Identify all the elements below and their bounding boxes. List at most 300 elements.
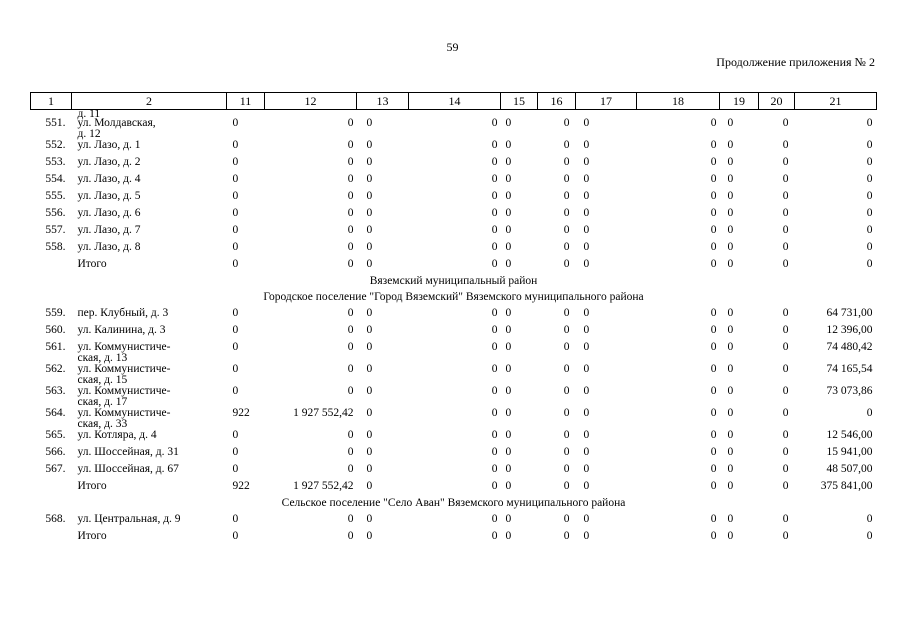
table-cell: 0: [347, 156, 354, 168]
table-cell: 0: [491, 241, 498, 253]
table-cell: 0: [583, 224, 590, 236]
table-cell: 0: [727, 385, 734, 397]
table-cell: 0: [782, 341, 789, 353]
table-cell: ул. Лазо, д. 5: [77, 190, 141, 202]
table-cell: 0: [583, 190, 590, 202]
table-cell: 0: [583, 446, 590, 458]
table-cell: 0: [491, 307, 498, 319]
table-cell: 0: [727, 463, 734, 475]
table-cell: ул. Молдавская, д. 12: [77, 117, 156, 140]
table-cell: 0: [782, 363, 789, 375]
table-cell: 74 480,42: [826, 341, 873, 353]
table-cell: 0: [866, 407, 873, 419]
table-cell: 0: [782, 241, 789, 253]
table-cell: 0: [505, 207, 512, 219]
table-cell: 555.: [45, 190, 66, 202]
section-heading: Сельское поселение "Село Аван" Вяземского муниципального района: [281, 497, 626, 509]
table-cell: 0: [563, 513, 570, 525]
table-cell: 563.: [45, 385, 66, 397]
section-heading-row: [31, 292, 877, 308]
table-cell: 0: [866, 117, 873, 129]
table-cell: 0: [710, 530, 717, 542]
table-cell: 0: [727, 241, 734, 253]
table-cell: 0: [505, 241, 512, 253]
table-cell: 559.: [45, 307, 66, 319]
table-cell: 0: [727, 480, 734, 492]
table-cell: ул. Лазо, д. 1: [77, 139, 141, 151]
table-cell: 0: [505, 156, 512, 168]
table-cell: 0: [347, 341, 354, 353]
table-cell: 0: [782, 446, 789, 458]
table-cell: 0: [583, 207, 590, 219]
table-cell: 566.: [45, 446, 66, 458]
table-cell: 0: [710, 307, 717, 319]
table-row: [31, 430, 877, 447]
table-cell: 0: [583, 156, 590, 168]
table-cell: ул. Шоссейная, д. 67: [77, 463, 179, 475]
table-row: [31, 481, 877, 498]
table-cell: 0: [366, 480, 373, 492]
table-cell: 0: [491, 446, 498, 458]
table-cell: Итого: [77, 480, 107, 492]
table-cell: 0: [583, 241, 590, 253]
table-cell: ул. Коммунистиче- ская, д. 13: [77, 341, 171, 364]
table-cell: 551.: [45, 117, 66, 129]
table-cell: 0: [727, 173, 734, 185]
table-cell: 0: [366, 530, 373, 542]
table-cell: 0: [505, 258, 512, 270]
table-cell: 0: [505, 407, 512, 419]
table-cell: 554.: [45, 173, 66, 185]
table-cell: 0: [505, 224, 512, 236]
table-cell: 0: [232, 513, 239, 525]
table-cell: 0: [347, 139, 354, 151]
table-cell: 0: [232, 156, 239, 168]
table-cell: 0: [727, 207, 734, 219]
table-cell: 0: [727, 407, 734, 419]
table-cell: 64 731,00: [826, 307, 873, 319]
table-cell: 0: [583, 139, 590, 151]
table-cell: 0: [491, 463, 498, 475]
section-heading-row: [31, 276, 877, 292]
table-cell: 552.: [45, 139, 66, 151]
table-cell: 0: [347, 385, 354, 397]
table-cell: 0: [232, 190, 239, 202]
table-cell: 12 396,00: [826, 324, 873, 336]
table-cell: 922: [232, 480, 250, 492]
table-cell: 0: [583, 463, 590, 475]
table-row: [31, 514, 877, 531]
table-row: [31, 386, 877, 408]
table-cell: 0: [583, 363, 590, 375]
section-heading: Вяземский муниципальный район: [369, 275, 538, 287]
table-cell: 0: [710, 363, 717, 375]
table-cell: 0: [232, 139, 239, 151]
table-cell: 0: [491, 117, 498, 129]
table-cell: 0: [347, 530, 354, 542]
table-cell: 0: [232, 117, 239, 129]
table-row: [31, 118, 877, 140]
table-cell: 0: [366, 363, 373, 375]
table-cell: 557.: [45, 224, 66, 236]
table-cell: [31, 531, 72, 548]
table-cell: 0: [491, 385, 498, 397]
table-cell: 0: [727, 513, 734, 525]
table-cell: 0: [505, 363, 512, 375]
table-cell: 568.: [45, 513, 66, 525]
table-cell: 0: [727, 341, 734, 353]
table-cell: 0: [782, 207, 789, 219]
table-cell: 0: [232, 224, 239, 236]
table-cell: 0: [563, 139, 570, 151]
table-cell: 0: [710, 407, 717, 419]
section-heading: Городское поселение "Город Вяземский" Вяземского муниципального района: [263, 291, 644, 303]
table-cell: 0: [727, 363, 734, 375]
table-cell: 0: [505, 117, 512, 129]
table-cell: 0: [505, 530, 512, 542]
table-row: [31, 174, 877, 191]
table-cell: ул. Калинина, д. 3: [77, 324, 166, 336]
table-cell: 0: [583, 307, 590, 319]
table-cell: 556.: [45, 207, 66, 219]
table-cell: 0: [866, 207, 873, 219]
table-cell: 0: [782, 190, 789, 202]
table-cell: 0: [505, 324, 512, 336]
table-cell: 0: [491, 513, 498, 525]
table-cell: 0: [491, 224, 498, 236]
table-cell: 0: [232, 463, 239, 475]
table-cell: 0: [583, 385, 590, 397]
table-cell: 0: [347, 307, 354, 319]
table-cell: 0: [782, 513, 789, 525]
table-cell: 0: [727, 429, 734, 441]
table-row: [31, 342, 877, 364]
table-cell: 567.: [45, 463, 66, 475]
table-cell: 0: [866, 224, 873, 236]
table-cell: 0: [583, 258, 590, 270]
table-cell: 0: [583, 341, 590, 353]
table-cell: 0: [866, 258, 873, 270]
table-cell: 0: [232, 258, 239, 270]
table-cell: 0: [505, 446, 512, 458]
table-cell: 0: [710, 446, 717, 458]
table-cell: 0: [491, 324, 498, 336]
table-cell: 0: [563, 446, 570, 458]
table-cell: 0: [563, 207, 570, 219]
table-cell: 0: [347, 363, 354, 375]
table-cell: 0: [782, 407, 789, 419]
column-header: 21: [795, 93, 877, 110]
table-cell: ул. Лазо, д. 6: [77, 207, 141, 219]
table-cell: 0: [366, 513, 373, 525]
table-cell: [795, 110, 877, 119]
table-cell: [357, 110, 409, 119]
table-cell: 0: [563, 407, 570, 419]
table-cell: ул. Котляра, д. 4: [77, 429, 157, 441]
table-cell: [538, 110, 576, 119]
page-number: 59: [446, 40, 459, 54]
table-cell: 0: [563, 156, 570, 168]
table-cell: 0: [782, 156, 789, 168]
column-header: 12: [265, 93, 357, 110]
table-row: [31, 308, 877, 325]
table-cell: 0: [232, 530, 239, 542]
table-cell: 15 941,00: [826, 446, 873, 458]
table-cell: 0: [710, 513, 717, 525]
table-cell: 0: [710, 324, 717, 336]
table-cell: 0: [366, 224, 373, 236]
table-cell: 0: [782, 224, 789, 236]
table-cell: 0: [491, 139, 498, 151]
table-cell: 0: [710, 173, 717, 185]
continuation-caption: Продолжение приложения № 2: [716, 55, 875, 69]
table-row: [31, 447, 877, 464]
table-row: [31, 191, 877, 208]
table-cell: 0: [727, 139, 734, 151]
table-cell: 0: [491, 407, 498, 419]
table-cell: 0: [491, 429, 498, 441]
table-cell: [31, 259, 72, 276]
table-cell: 0: [782, 324, 789, 336]
column-header: 16: [538, 93, 576, 110]
data-table: [30, 92, 877, 548]
table-cell: 0: [710, 385, 717, 397]
table-cell: 0: [563, 190, 570, 202]
table-cell: 565.: [45, 429, 66, 441]
table-cell: [637, 110, 720, 119]
table-cell: 0: [563, 341, 570, 353]
column-header: 14: [409, 93, 501, 110]
table-cell: 0: [782, 307, 789, 319]
table-cell: 0: [563, 530, 570, 542]
table-cell: 0: [347, 224, 354, 236]
table-cell: 0: [366, 190, 373, 202]
table-cell: 0: [366, 463, 373, 475]
table-cell: 0: [505, 139, 512, 151]
table-row: [31, 242, 877, 259]
table-cell: 0: [347, 117, 354, 129]
table-row: [31, 325, 877, 342]
table-cell: 0: [782, 117, 789, 129]
table-cell: 0: [232, 324, 239, 336]
table-cell: 0: [563, 324, 570, 336]
table-cell: 0: [347, 463, 354, 475]
table-cell: [720, 110, 759, 119]
table-cell: 12 546,00: [826, 429, 873, 441]
table-cell: 0: [347, 207, 354, 219]
table-cell: 0: [347, 258, 354, 270]
table-cell: 0: [727, 307, 734, 319]
table-cell: 0: [583, 117, 590, 129]
table-cell: 73 073,86: [826, 385, 873, 397]
column-header: 13: [357, 93, 409, 110]
table-cell: 0: [366, 307, 373, 319]
table-cell: 0: [782, 258, 789, 270]
table-cell: 0: [366, 407, 373, 419]
table-cell: 0: [366, 429, 373, 441]
table-cell: 0: [491, 190, 498, 202]
table-cell: 0: [563, 363, 570, 375]
table-cell: 0: [505, 480, 512, 492]
table-cell: 0: [505, 463, 512, 475]
table-cell: 0: [710, 117, 717, 129]
table-row: [31, 157, 877, 174]
table-cell: 0: [727, 324, 734, 336]
table-cell: 0: [710, 241, 717, 253]
table-cell: ул. Коммунистиче- ская, д. 15: [77, 363, 171, 386]
table-cell: 0: [866, 139, 873, 151]
table-cell: 0: [232, 363, 239, 375]
table-cell: [759, 110, 795, 119]
table-cell: 0: [710, 429, 717, 441]
table-cell: [265, 110, 357, 119]
table-row: [31, 208, 877, 225]
table-cell: 0: [563, 241, 570, 253]
table-body: [31, 110, 877, 549]
table-cell: 0: [710, 341, 717, 353]
table-cell: 1 927 552,42: [293, 480, 354, 492]
table-cell: ул. Лазо, д. 8: [77, 241, 141, 253]
table-cell: 0: [366, 173, 373, 185]
table-cell: 0: [347, 241, 354, 253]
table-cell: [31, 481, 72, 498]
table-cell: 0: [491, 207, 498, 219]
table-cell: 0: [583, 513, 590, 525]
table-cell: 0: [232, 307, 239, 319]
table-cell: д. 11: [77, 108, 101, 120]
table-cell: 0: [491, 156, 498, 168]
table-cell: ул. Лазо, д. 4: [77, 173, 141, 185]
table-cell: 562.: [45, 363, 66, 375]
table-cell: Итого: [77, 258, 107, 270]
table-cell: [409, 110, 501, 119]
column-header: 1: [31, 93, 72, 110]
table-cell: пер. Клубный, д. 3: [77, 307, 169, 319]
table-cell: ул. Лазо, д. 2: [77, 156, 141, 168]
table-cell: 0: [505, 429, 512, 441]
column-header: 11: [227, 93, 265, 110]
table-cell: 0: [583, 530, 590, 542]
table-cell: 0: [491, 258, 498, 270]
table-cell: 0: [232, 341, 239, 353]
table-cell: 0: [491, 341, 498, 353]
table-cell: 0: [727, 224, 734, 236]
table-cell: 0: [583, 480, 590, 492]
table-cell: 0: [232, 207, 239, 219]
table-cell: 0: [505, 307, 512, 319]
table-cell: 0: [366, 258, 373, 270]
table-cell: 0: [232, 385, 239, 397]
table-cell: 0: [866, 513, 873, 525]
table-cell: ул. Шоссейная, д. 31: [77, 446, 179, 458]
table-cell: 0: [232, 241, 239, 253]
table-cell: 0: [782, 385, 789, 397]
table-cell: 0: [782, 480, 789, 492]
table-cell: 922: [232, 407, 250, 419]
table-header-row: [31, 93, 877, 110]
table-cell: 0: [866, 190, 873, 202]
table-cell: 0: [366, 324, 373, 336]
table-cell: 0: [563, 117, 570, 129]
table-cell: 0: [366, 117, 373, 129]
table-cell: 0: [583, 429, 590, 441]
table-cell: 0: [710, 224, 717, 236]
table-cell: 0: [782, 463, 789, 475]
table-cell: 0: [563, 385, 570, 397]
table-cell: 0: [727, 258, 734, 270]
table-cell: 561.: [45, 341, 66, 353]
table-cell: 0: [583, 324, 590, 336]
column-header: 19: [720, 93, 759, 110]
table-cell: 0: [866, 241, 873, 253]
table-cell: 0: [366, 241, 373, 253]
table-cell: 0: [563, 480, 570, 492]
table-cell: 0: [366, 156, 373, 168]
table-cell: 0: [366, 341, 373, 353]
table-cell: 0: [505, 190, 512, 202]
table-cell: 0: [866, 173, 873, 185]
section-heading-row: [31, 498, 877, 514]
table-cell: 560.: [45, 324, 66, 336]
table-cell: 0: [563, 429, 570, 441]
table-cell: 0: [727, 190, 734, 202]
table-cell: 0: [710, 463, 717, 475]
table-cell: 0: [232, 173, 239, 185]
table-cell: 0: [491, 530, 498, 542]
table-row: [31, 408, 877, 430]
column-header: 17: [576, 93, 637, 110]
table-row: [31, 259, 877, 276]
column-header: 18: [637, 93, 720, 110]
table-cell: 0: [347, 190, 354, 202]
table-cell: 0: [563, 173, 570, 185]
table-cell: 0: [505, 173, 512, 185]
table-cell: 0: [366, 446, 373, 458]
table-cell: 0: [347, 429, 354, 441]
table-cell: 0: [710, 190, 717, 202]
continued-row: [31, 110, 877, 119]
table-cell: 0: [491, 173, 498, 185]
table-cell: 0: [366, 207, 373, 219]
table-cell: 558.: [45, 241, 66, 253]
table-cell: 0: [563, 258, 570, 270]
table-cell: Итого: [77, 530, 107, 542]
table-cell: 0: [727, 156, 734, 168]
table-cell: 0: [710, 207, 717, 219]
table-cell: 0: [347, 446, 354, 458]
table-cell: ул. Коммунистиче- ская, д. 17: [77, 385, 171, 408]
table-cell: 0: [563, 463, 570, 475]
table-cell: 0: [347, 173, 354, 185]
column-header: 2: [72, 93, 227, 110]
table-cell: 74 165,54: [826, 363, 873, 375]
table-cell: 0: [563, 224, 570, 236]
column-header: 20: [759, 93, 795, 110]
table-cell: 0: [583, 407, 590, 419]
table-cell: 564.: [45, 407, 66, 419]
table-cell: 0: [491, 363, 498, 375]
table-row: [31, 464, 877, 481]
table-cell: 0: [366, 385, 373, 397]
table-cell: 0: [710, 480, 717, 492]
table-cell: 0: [347, 513, 354, 525]
table-cell: 0: [866, 530, 873, 542]
table-cell: 0: [710, 139, 717, 151]
table-cell: 0: [563, 307, 570, 319]
table-cell: 0: [232, 446, 239, 458]
table-cell: 0: [366, 139, 373, 151]
table-row: [31, 531, 877, 548]
